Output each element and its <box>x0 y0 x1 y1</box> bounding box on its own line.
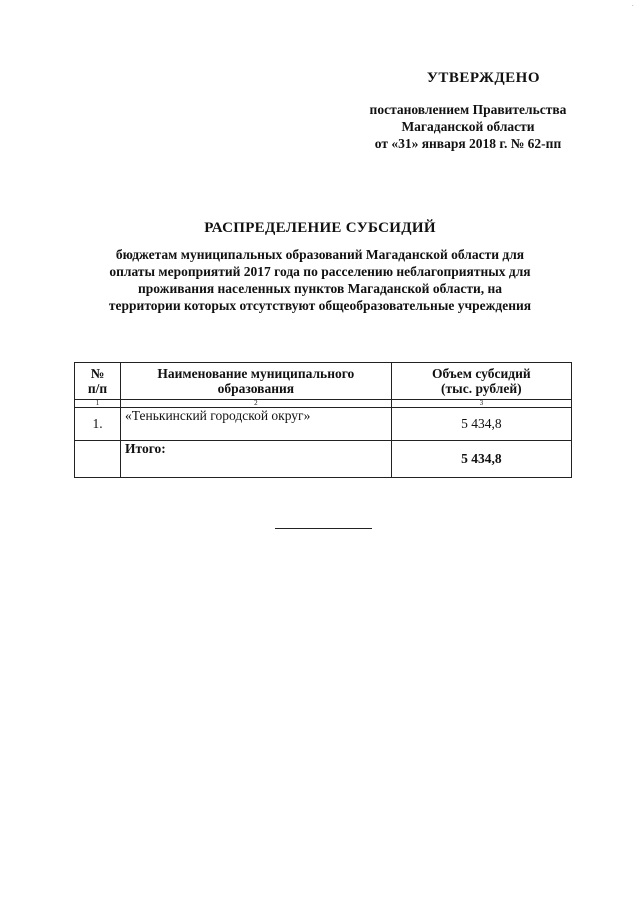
approval-title: УТВЕРЖДЕНО <box>426 70 540 86</box>
table-row <box>75 408 572 441</box>
header-name: Наименование муниципального образования <box>121 363 392 400</box>
approval-line: постановлением Правительства <box>369 102 567 117</box>
document-title: РАСПРЕДЕЛЕНИЕ СУБСИДИЙ <box>204 220 436 236</box>
total-label: Итого: <box>121 441 392 478</box>
subtitle-line: территории которых отсутствуют общеобразовательные учреждения <box>108 298 532 313</box>
table-header-row <box>75 363 572 400</box>
subtitle-line: бюджетам муниципальных образований Магаданской области для <box>115 247 525 262</box>
document-subtitle <box>70 246 570 314</box>
subsidy-table <box>74 362 572 478</box>
row-municipality: «Тенькинский городской округ» <box>121 408 392 441</box>
row-amount: 5 434,8 <box>391 408 571 441</box>
subtitle-line: оплаты мероприятий 2017 года по расселению неблагоприятных для <box>109 264 531 279</box>
header-amount: Объем субсидий (тыс. рублей) <box>391 363 571 400</box>
scan-mark: · <box>631 2 634 10</box>
total-row <box>75 441 572 478</box>
approval-block <box>338 70 598 152</box>
subtitle-line: проживания населенных пунктов Магаданской области, на <box>137 281 503 296</box>
column-index: 1 <box>75 400 121 408</box>
total-empty-cell <box>75 441 121 478</box>
approval-details <box>338 101 598 152</box>
end-divider <box>275 528 372 529</box>
header-number: № п/п <box>75 363 121 400</box>
column-index: 3 <box>391 400 571 408</box>
approval-line: от «31» января 2018 г. № 62-пп <box>374 136 562 151</box>
approval-line: Магаданской области <box>401 119 535 134</box>
row-number: 1. <box>75 408 121 441</box>
column-index: 2 <box>121 400 392 408</box>
column-index-row <box>75 400 572 408</box>
total-amount: 5 434,8 <box>391 441 571 478</box>
